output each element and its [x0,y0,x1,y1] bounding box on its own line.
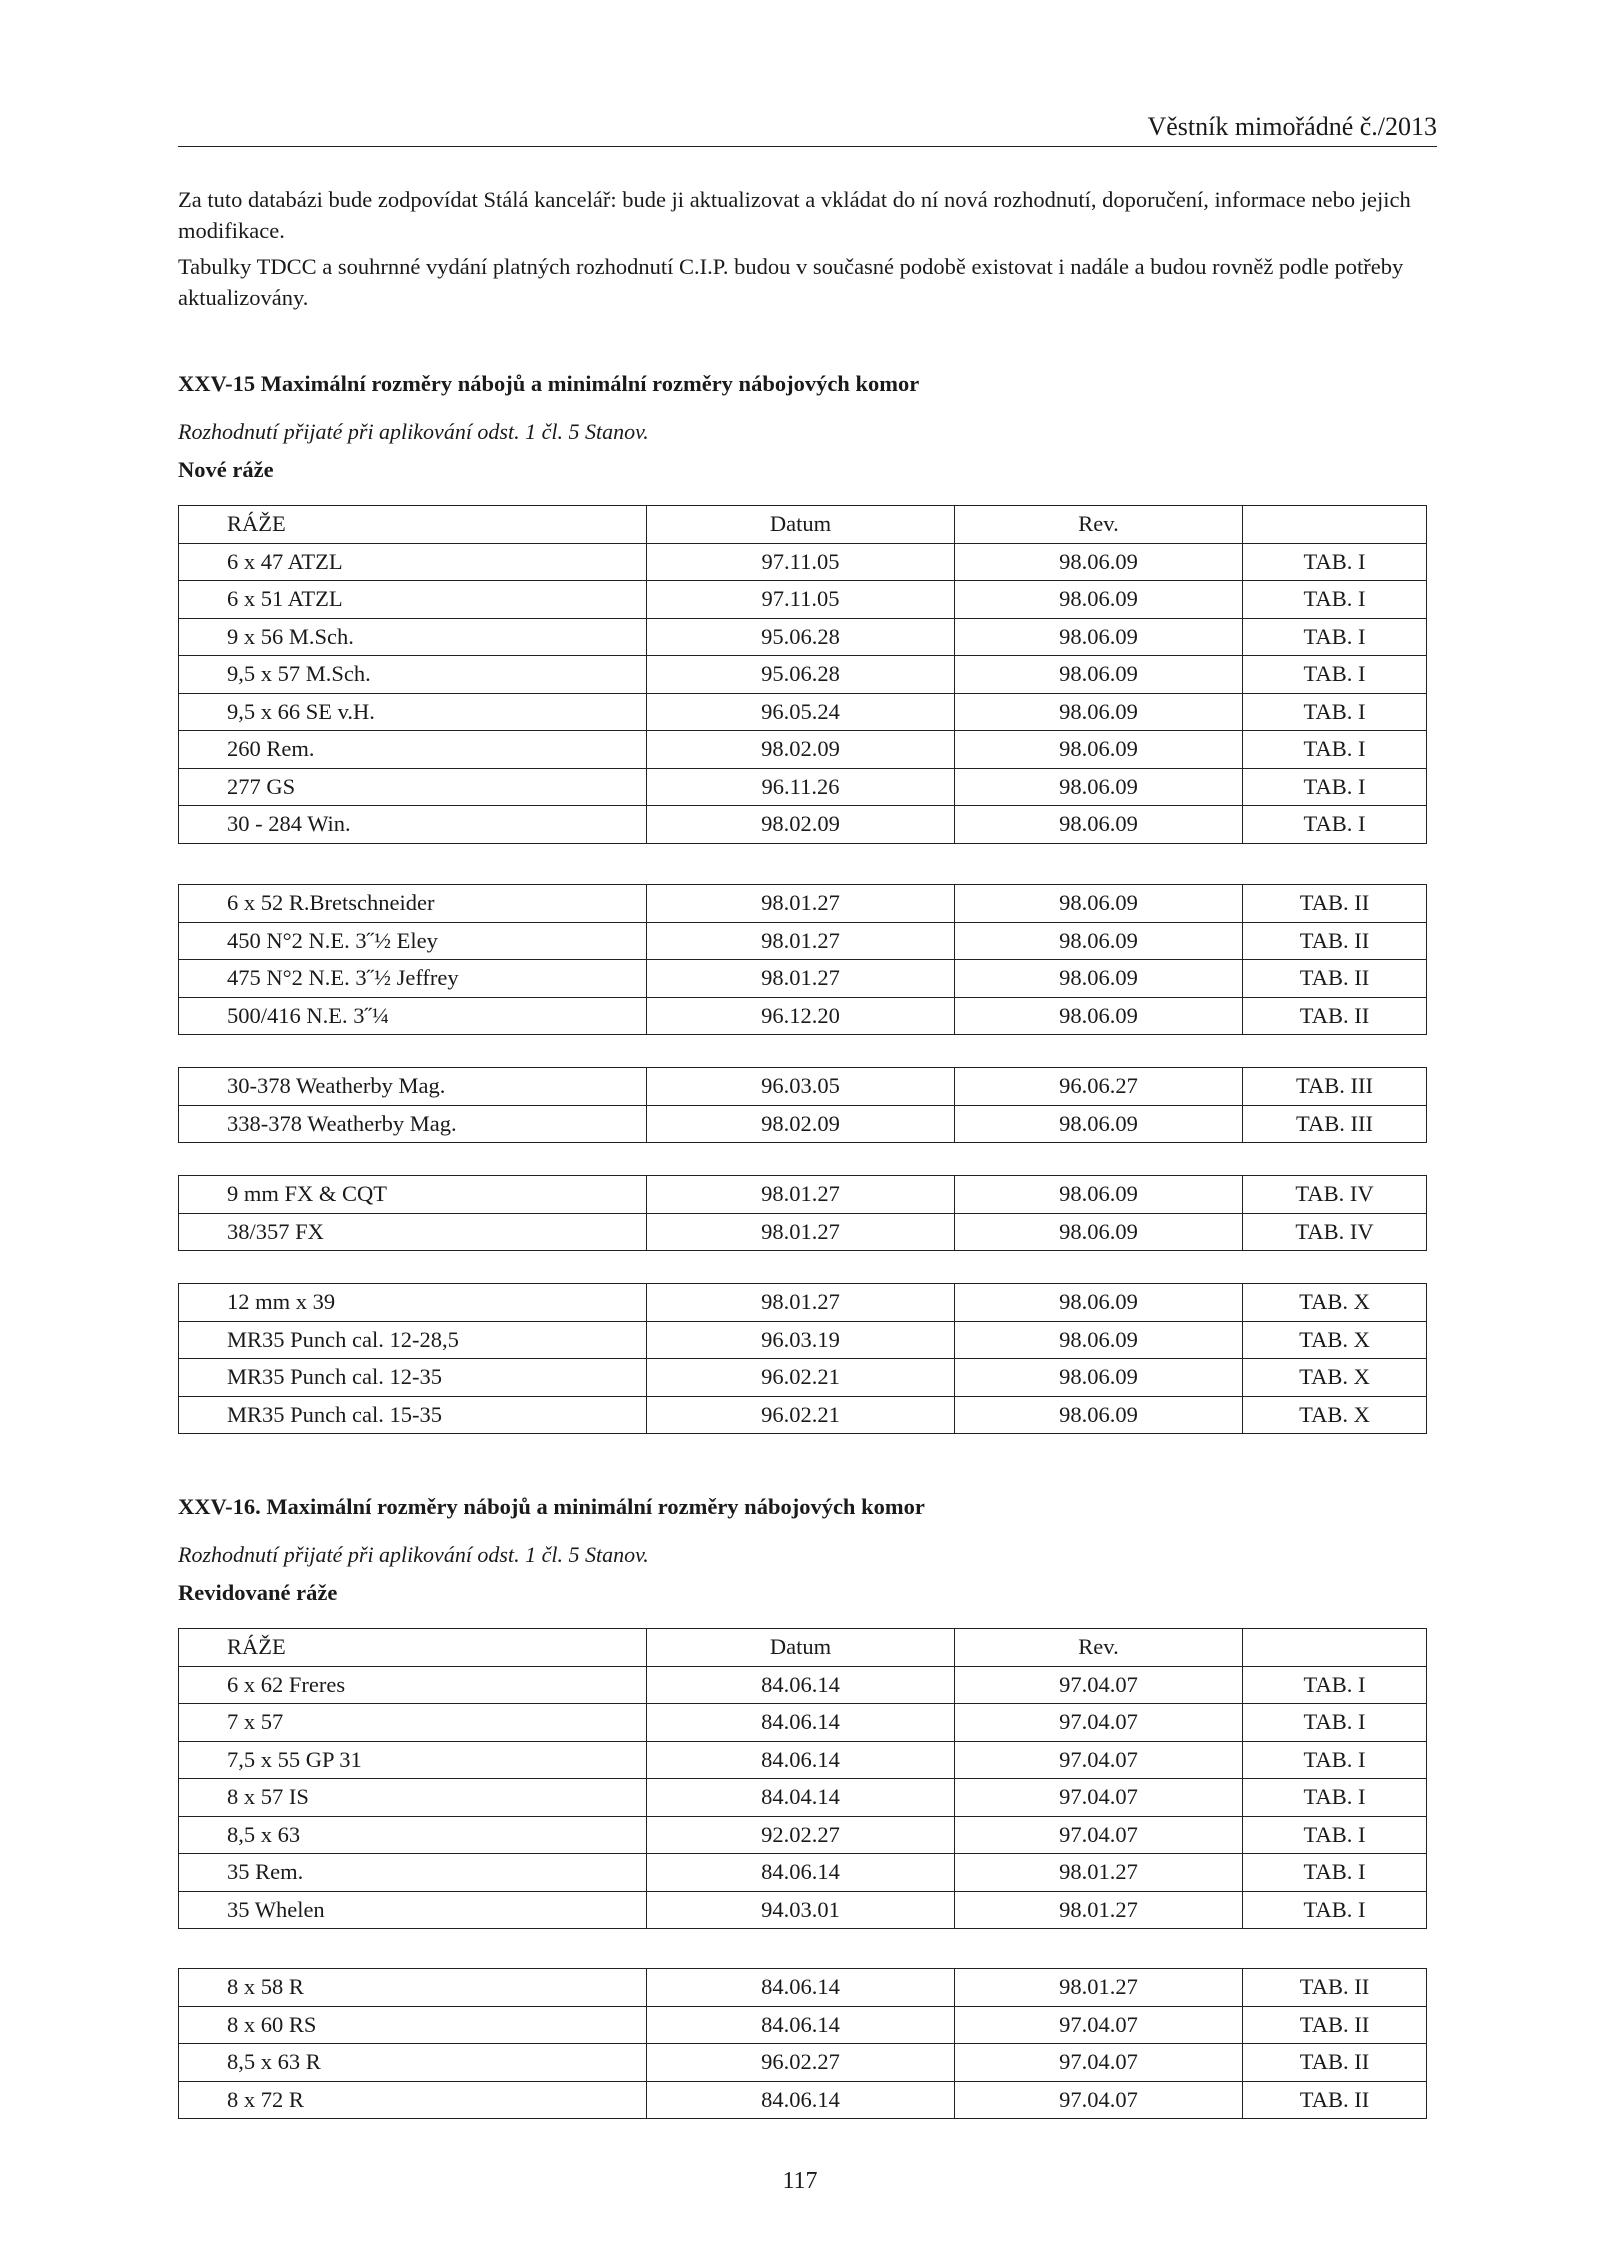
table-ref-cell: TAB. I [1243,1854,1427,1892]
caliber-cell: 8 x 57 IS [179,1779,647,1817]
column-header-caliber: RÁŽE [179,506,647,544]
revision-cell: 98.01.27 [955,1969,1243,2007]
caliber-cell: 35 Whelen [179,1891,647,1929]
date-cell: 94.03.01 [647,1891,955,1929]
revision-cell: 98.06.09 [955,885,1243,923]
caliber-cell: 8 x 60 RS [179,2006,647,2044]
column-header-table [1243,1629,1427,1667]
section-16-group-1 [178,1628,1427,1929]
revision-cell: 97.04.07 [955,2044,1243,2082]
section-15-group-2 [178,884,1427,1035]
caliber-cell: 6 x 52 R.Bretschneider [179,885,647,923]
table-ref-cell: TAB. I [1243,731,1427,769]
table-ref-cell: TAB. X [1243,1284,1427,1322]
table-row [179,693,1427,731]
caliber-cell: 8,5 x 63 R [179,2044,647,2082]
revision-cell: 98.06.09 [955,1359,1243,1397]
revision-cell: 98.06.09 [955,997,1243,1035]
table-row [179,1741,1427,1779]
table-row [179,618,1427,656]
table-ref-cell: TAB. II [1243,2006,1427,2044]
revision-cell: 96.06.27 [955,1068,1243,1106]
date-cell: 98.02.09 [647,806,955,844]
date-cell: 84.06.14 [647,1704,955,1742]
table-ref-cell: TAB. II [1243,2044,1427,2082]
table-row [179,1969,1427,2007]
revision-cell: 98.06.09 [955,731,1243,769]
section-15-group-5 [178,1283,1427,1434]
date-cell: 84.06.14 [647,1854,955,1892]
table-ref-cell: TAB. II [1243,2081,1427,2119]
caliber-cell: 30-378 Weatherby Mag. [179,1068,647,1106]
date-cell: 96.03.19 [647,1321,955,1359]
date-cell: 98.01.27 [647,922,955,960]
section-15-label: Nové ráže [178,457,274,482]
caliber-cell: MR35 Punch cal. 12-28,5 [179,1321,647,1359]
column-header-date: Datum [647,506,955,544]
revision-cell: 98.06.09 [955,693,1243,731]
revision-cell: 98.06.09 [955,1213,1243,1251]
table-row [179,1359,1427,1397]
caliber-cell: MR35 Punch cal. 12-35 [179,1359,647,1397]
header-title: Věstník mimořádné č./2013 [1147,112,1437,141]
caliber-cell: 500/416 N.E. 3˝¼ [179,997,647,1035]
table-row [179,1396,1427,1434]
table-ref-cell: TAB. I [1243,768,1427,806]
revision-cell: 98.06.09 [955,618,1243,656]
table-row [179,2081,1427,2119]
section-15-heading: XXV-15 Maximální rozměry nábojů a minimální rozměry nábojových komor [178,371,920,396]
table-row [179,1816,1427,1854]
date-cell: 84.06.14 [647,1666,955,1704]
table-row [179,2044,1427,2082]
section-15-group-1 [178,505,1427,844]
table-ref-cell: TAB. IV [1243,1213,1427,1251]
date-cell: 84.06.14 [647,1741,955,1779]
table-ref-cell: TAB. II [1243,960,1427,998]
revision-cell: 98.06.09 [955,581,1243,619]
revision-cell: 97.04.07 [955,1741,1243,1779]
revision-cell: 98.06.09 [955,960,1243,998]
caliber-cell: 8 x 72 R [179,2081,647,2119]
table-ref-cell: TAB. I [1243,1816,1427,1854]
table-row [179,543,1427,581]
revision-cell: 98.06.09 [955,1105,1243,1143]
caliber-cell: 9,5 x 57 M.Sch. [179,656,647,694]
revision-cell: 98.06.09 [955,1321,1243,1359]
date-cell: 96.05.24 [647,693,955,731]
table-row [179,1666,1427,1704]
table-row [179,656,1427,694]
table-ref-cell: TAB. I [1243,618,1427,656]
caliber-cell: 6 x 47 ATZL [179,543,647,581]
table-row [179,1704,1427,1742]
column-header-caliber: RÁŽE [179,1629,647,1667]
caliber-cell: 6 x 62 Freres [179,1666,647,1704]
table-row [179,1891,1427,1929]
caliber-cell: 7,5 x 55 GP 31 [179,1741,647,1779]
date-cell: 98.01.27 [647,1176,955,1214]
caliber-cell: 9 x 56 M.Sch. [179,618,647,656]
revision-cell: 97.04.07 [955,2006,1243,2044]
section-15-group-3 [178,1067,1427,1143]
caliber-cell: 8,5 x 63 [179,1816,647,1854]
date-cell: 96.11.26 [647,768,955,806]
date-cell: 84.06.14 [647,1969,955,2007]
caliber-cell: 12 mm x 39 [179,1284,647,1322]
table-ref-cell: TAB. X [1243,1321,1427,1359]
caliber-cell: 277 GS [179,768,647,806]
page-number: 117 [782,2168,818,2194]
table-row [179,1284,1427,1322]
column-header-date: Datum [647,1629,955,1667]
date-cell: 84.06.14 [647,2081,955,2119]
date-cell: 95.06.28 [647,618,955,656]
caliber-cell: 35 Rem. [179,1854,647,1892]
table-ref-cell: TAB. II [1243,885,1427,923]
table-row [179,731,1427,769]
date-cell: 84.04.14 [647,1779,955,1817]
table-ref-cell: TAB. X [1243,1396,1427,1434]
table-ref-cell: TAB. III [1243,1068,1427,1106]
intro-paragraph-2: Tabulky TDCC a souhrnné vydání platných rozhodnutí C.I.P. budou v současné podobě existovat i nadále a budou rovněž podle potřeby aktualizovány. [178,254,1404,310]
date-cell: 98.02.09 [647,731,955,769]
revision-cell: 97.04.07 [955,1666,1243,1704]
revision-cell: 98.06.09 [955,922,1243,960]
caliber-cell: 9,5 x 66 SE v.H. [179,693,647,731]
caliber-cell: 9 mm FX & CQT [179,1176,647,1214]
table-row [179,1779,1427,1817]
section-16-group-2 [178,1968,1427,2119]
caliber-cell: 8 x 58 R [179,1969,647,2007]
table-row [179,885,1427,923]
revision-cell: 98.01.27 [955,1854,1243,1892]
table-ref-cell: TAB. I [1243,543,1427,581]
table-ref-cell: TAB. I [1243,1666,1427,1704]
revision-cell: 97.04.07 [955,2081,1243,2119]
date-cell: 96.12.20 [647,997,955,1035]
caliber-cell: 7 x 57 [179,1704,647,1742]
table-ref-cell: TAB. I [1243,1741,1427,1779]
table-ref-cell: TAB. I [1243,1704,1427,1742]
caliber-cell: MR35 Punch cal. 15-35 [179,1396,647,1434]
revision-cell: 97.04.07 [955,1779,1243,1817]
section-16-heading: XXV-16. Maximální rozměry nábojů a minimální rozměry nábojových komor [178,1494,925,1519]
table-ref-cell: TAB. I [1243,1891,1427,1929]
caliber-cell: 450 N°2 N.E. 3˝½ Eley [179,922,647,960]
table-row [179,997,1427,1035]
column-header-revision: Rev. [955,1629,1243,1667]
date-cell: 98.01.27 [647,1213,955,1251]
revision-cell: 98.06.09 [955,1176,1243,1214]
table-ref-cell: TAB. I [1243,656,1427,694]
table-ref-cell: TAB. I [1243,1779,1427,1817]
revision-cell: 98.06.09 [955,1396,1243,1434]
section-16-label: Revidované ráže [178,1580,338,1605]
table-ref-cell: TAB. I [1243,806,1427,844]
date-cell: 97.11.05 [647,581,955,619]
caliber-cell: 30 - 284 Win. [179,806,647,844]
revision-cell: 98.06.09 [955,543,1243,581]
section-15-subtitle: Rozhodnutí přijaté při aplikování odst. 1 čl. 5 Stanov. [178,419,649,444]
table-row [179,1176,1427,1214]
table-header-row [179,506,1427,544]
section-15-group-4 [178,1175,1427,1251]
date-cell: 96.03.05 [647,1068,955,1106]
revision-cell: 98.06.09 [955,806,1243,844]
table-ref-cell: TAB. X [1243,1359,1427,1397]
column-header-table [1243,506,1427,544]
table-ref-cell: TAB. I [1243,581,1427,619]
date-cell: 92.02.27 [647,1816,955,1854]
table-header-row [179,1629,1427,1667]
table-ref-cell: TAB. IV [1243,1176,1427,1214]
table-ref-cell: TAB. III [1243,1105,1427,1143]
revision-cell: 98.06.09 [955,768,1243,806]
table-row [179,768,1427,806]
revision-cell: 97.04.07 [955,1816,1243,1854]
date-cell: 98.01.27 [647,885,955,923]
date-cell: 96.02.21 [647,1396,955,1434]
date-cell: 84.06.14 [647,2006,955,2044]
table-ref-cell: TAB. II [1243,997,1427,1035]
date-cell: 98.01.27 [647,1284,955,1322]
table-row [179,581,1427,619]
date-cell: 95.06.28 [647,656,955,694]
table-row [179,1213,1427,1251]
table-row [179,1068,1427,1106]
table-row [179,806,1427,844]
intro-paragraph-1: Za tuto databázi bude zodpovídat Stálá kancelář: bude ji aktualizovat a vkládat do ní nová rozhodnutí, doporučení, informace nebo jejich modifikace. [178,187,1411,243]
date-cell: 98.01.27 [647,960,955,998]
table-ref-cell: TAB. II [1243,1969,1427,2007]
column-header-revision: Rev. [955,506,1243,544]
revision-cell: 97.04.07 [955,1704,1243,1742]
section-16-subtitle: Rozhodnutí přijaté při aplikování odst. 1 čl. 5 Stanov. [178,1542,649,1567]
date-cell: 97.11.05 [647,543,955,581]
table-row [179,2006,1427,2044]
table-row [179,1854,1427,1892]
caliber-cell: 38/357 FX [179,1213,647,1251]
date-cell: 96.02.21 [647,1359,955,1397]
table-row [179,1321,1427,1359]
caliber-cell: 260 Rem. [179,731,647,769]
caliber-cell: 338-378 Weatherby Mag. [179,1105,647,1143]
caliber-cell: 6 x 51 ATZL [179,581,647,619]
revision-cell: 98.06.09 [955,1284,1243,1322]
date-cell: 96.02.27 [647,2044,955,2082]
caliber-cell: 475 N°2 N.E. 3˝½ Jeffrey [179,960,647,998]
table-row [179,960,1427,998]
revision-cell: 98.01.27 [955,1891,1243,1929]
table-row [179,922,1427,960]
page-header [178,110,1437,147]
revision-cell: 98.06.09 [955,656,1243,694]
date-cell: 98.02.09 [647,1105,955,1143]
table-ref-cell: TAB. I [1243,693,1427,731]
table-row [179,1105,1427,1143]
table-ref-cell: TAB. II [1243,922,1427,960]
